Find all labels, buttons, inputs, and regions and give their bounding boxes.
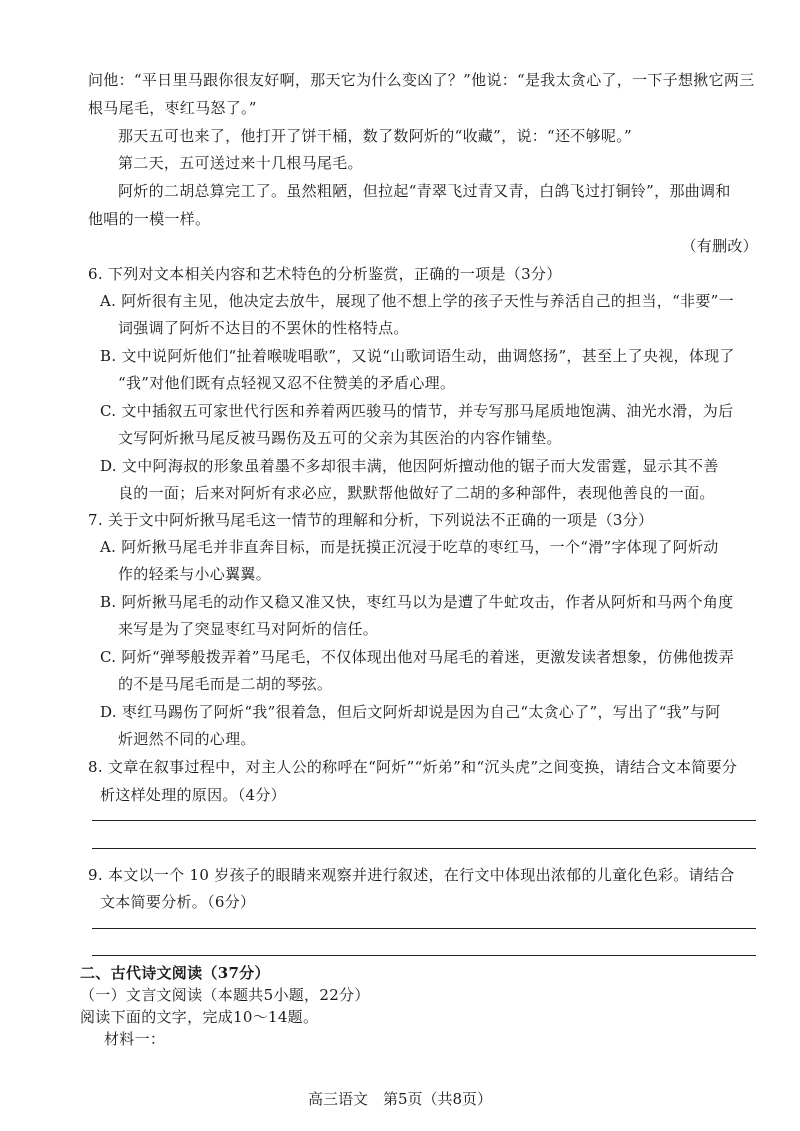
q7-option-a-cont: 作的轻柔与小心翼翼。 (118, 565, 272, 583)
answer-line-q9[interactable] (92, 955, 756, 956)
q7-option-d-cont: 炘迥然不同的心理。 (118, 730, 256, 748)
q6-option-a-cont: 词强调了阿炘不达目的不罢休的性格特点。 (118, 319, 409, 337)
question-6-stem: 6. 下列对文本相关内容和艺术特色的分析鉴赏，正确的一项是（3分） (88, 265, 562, 283)
source-note: （有删改） (681, 237, 758, 255)
page-footer: 高三语文 第5页（共8页） (307, 1090, 493, 1108)
subsection-title: （一）文言文阅读（本题共5小题，22分） (80, 986, 370, 1004)
q7-option-a: A. 阿炘揪马尾毛并非直奔目标，而是抚摸正沉浸于吃草的枣红马，一个“滑”字体现了阿炘动 (100, 538, 719, 556)
answer-line-q9[interactable] (92, 928, 756, 929)
question-9-stem-cont: 文本简要分析。（6分） (100, 893, 256, 911)
instruction: 阅读下面的文字，完成10～14题。 (80, 1008, 319, 1026)
answer-line-q8[interactable] (92, 820, 756, 821)
q6-option-d-cont: 良的一面；后来对阿炘有求必应，默默帮他做好了二胡的多种部件，表现他善良的一面。 (118, 484, 715, 502)
passage-line: 问他：“平日里马跟你很友好啊，那天它为什么变凶了？”他说：“是我太贪心了，一下子想揪它两三 (88, 71, 755, 89)
q7-option-d: D. 枣红马踢伤了阿炘“我”很着急，但后文阿炘却说是因为自己“太贪心了”，写出了“我”与阿 (100, 703, 721, 721)
section-title: 二、古代诗文阅读（37分） (80, 964, 270, 982)
q7-option-c: C. 阿炘“弹琴般拨弄着”马尾毛，不仅体现出他对马尾毛的着迷，更激发读者想象，仿佛他拨弄 (100, 648, 735, 666)
q7-option-b-cont: 来写是为了突显枣红马对阿炘的信任。 (118, 620, 379, 638)
question-8-stem-cont: 析这样处理的原因。（4分） (100, 786, 286, 804)
passage-line: 那天五可也来了，他打开了饼干桶，数了数阿炘的“收藏”，说：“还不够呢。” (118, 127, 632, 145)
answer-line-q8[interactable] (92, 848, 756, 849)
passage-line: 第二天，五可送过来十几根马尾毛。 (118, 154, 363, 172)
material-label: 材料一： (104, 1030, 166, 1048)
q7-option-c-cont: 的不是马尾毛而是二胡的琴弦。 (118, 675, 333, 693)
passage-line: 根马尾毛，枣红马怒了。” (88, 99, 257, 117)
q6-option-b-cont: “我”对他们既有点轻视又忍不住赞美的矛盾心理。 (118, 374, 456, 392)
q6-option-c-cont: 文写阿炘揪马尾反被马踢伤及五可的父亲为其医治的内容作铺垫。 (118, 429, 562, 447)
q6-option-c: C. 文中插叙五可家世代行医和养着两匹骏马的情节，并专写那马尾质地饱满、油光水滑，为后 (100, 402, 734, 420)
question-7-stem: 7. 关于文中阿炘揪马尾毛这一情节的理解和分析，下列说法不正确的一项是（3分） (88, 511, 654, 529)
q7-option-b: B. 阿炘揪马尾毛的动作又稳又准又快，枣红马以为是遭了牛虻攻击，作者从阿炘和马两个角度 (100, 593, 734, 611)
question-9-stem: 9. 本文以一个 10 岁孩子的眼睛来观察并进行叙述，在行文中体现出浓郁的儿童化色彩。请结合 (88, 866, 735, 884)
question-8-stem: 8. 文章在叙事过程中，对主人公的称呼在“阿炘”“炘弟”和“沉头虎”之间变换，请结合文本简要分 (88, 758, 738, 776)
q6-option-b: B. 文中说阿炘他们“扯着喉咙唱歌”，又说“山歌词语生动，曲调悠扬”，甚至上了央视，体现了 (100, 347, 735, 365)
passage-line: 他唱的一模一样。 (88, 210, 211, 228)
passage-line: 阿炘的二胡总算完工了。虽然粗陋，但拉起“青翠飞过青又青，白鸽飞过打铜铃”，那曲调和 (118, 182, 731, 200)
q6-option-a: A. 阿炘很有主见，他决定去放牛，展现了他不想上学的孩子天性与养活自己的担当，“非要”一 (100, 292, 734, 310)
q6-option-d: D. 文中阿海叔的形象虽着墨不多却很丰满，他因阿炘擅动他的锯子而大发雷霆，显示其不善 (100, 457, 719, 475)
